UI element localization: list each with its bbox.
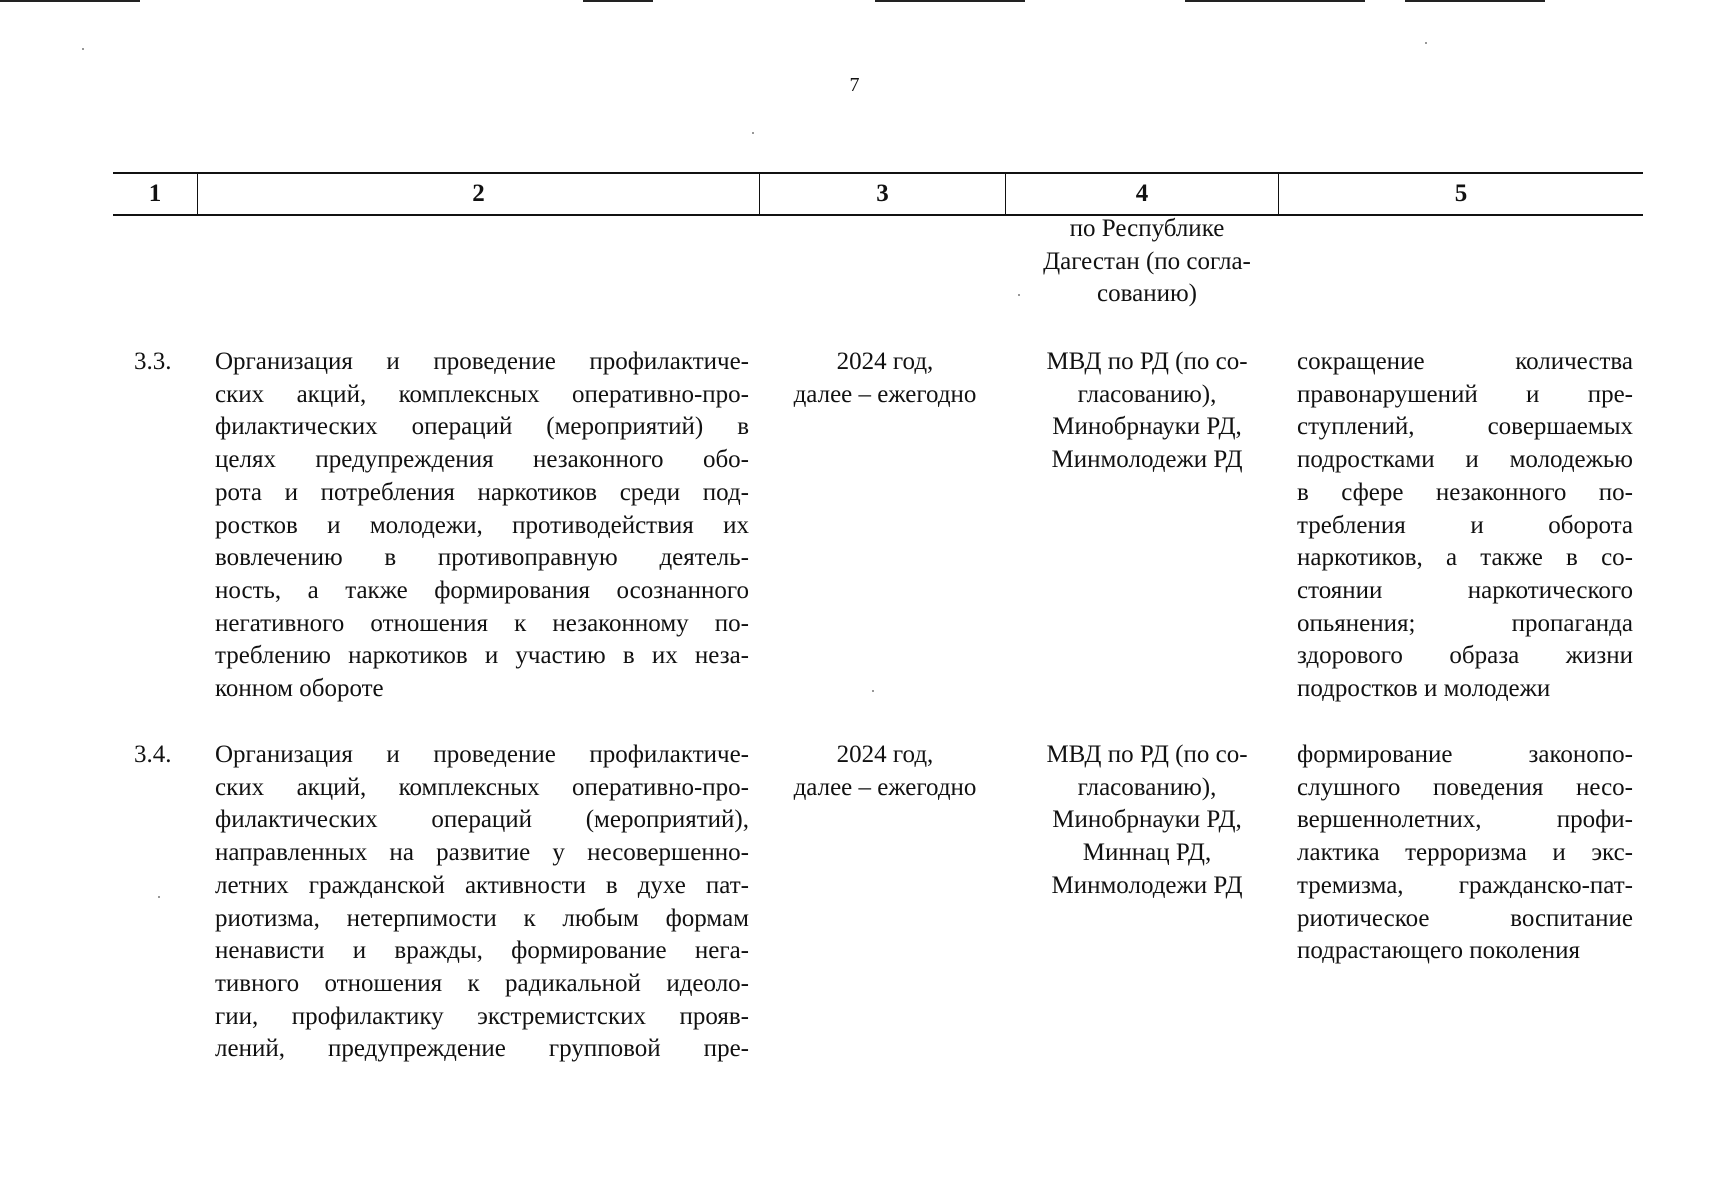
- scan-speck: [872, 690, 874, 692]
- text-line: Дагестан (по согла-: [1043, 247, 1251, 275]
- text-line: здорового образа жизни: [1297, 642, 1633, 670]
- text-line: МВД по РД (по со-: [1046, 741, 1248, 768]
- text-line: ступлений, совершаемых: [1297, 413, 1633, 441]
- text-line: ростков и молодежи, противодействия их: [215, 511, 749, 539]
- text-line: Организация и проведение профилактиче-: [215, 348, 749, 375]
- text-line: подростками и молодежью: [1297, 446, 1633, 474]
- scan-speck: [158, 896, 160, 898]
- column-header-3: 3: [760, 174, 1006, 214]
- text-line: риотическое воспитание: [1297, 904, 1633, 932]
- text-line: в сфере незаконного по-: [1297, 478, 1633, 506]
- text-line: опьянения; пропаганда: [1297, 609, 1633, 637]
- text-line: наркотиков, а также в со-: [1297, 544, 1633, 572]
- text-line: ность, а также формирования осознанного: [215, 576, 749, 604]
- text-line: вершеннолетних, профи-: [1297, 806, 1633, 834]
- text-line: формирование законопо-: [1297, 741, 1633, 768]
- row-responsible: [1010, 346, 1284, 477]
- column-header-2: 2: [198, 174, 760, 214]
- text-line: филактических операций (мероприятий) в: [215, 413, 749, 441]
- text-line: Минобрнауки РД,: [1052, 413, 1242, 441]
- text-line: негативного отношения к незаконному по-: [215, 609, 749, 637]
- text-line: лактика терроризма и экс-: [1297, 839, 1633, 867]
- text-line: тремизма, гражданско-пат-: [1297, 871, 1633, 899]
- scan-artifact: [0, 0, 140, 2]
- row-term: [775, 346, 995, 411]
- text-line: ненависти и вражды, формирование нега-: [215, 937, 749, 965]
- text-line: слушного поведения несо-: [1297, 773, 1633, 801]
- column-header-1: 1: [113, 174, 198, 214]
- scan-artifact: [583, 0, 653, 2]
- row-result: [1297, 739, 1633, 968]
- text-line: стоянии наркотического: [1297, 576, 1633, 604]
- page-number: 7: [849, 74, 860, 96]
- text-line: гласованию),: [1077, 773, 1217, 801]
- text-line: ских акций, комплексных оперативно-про-: [215, 773, 749, 801]
- text-line: Миннац РД,: [1082, 839, 1212, 867]
- text-line: по Республике: [1069, 215, 1225, 242]
- scan-speck: [82, 48, 84, 50]
- text-line: вовлечению в противоправную деятель-: [215, 544, 749, 572]
- scan-artifact: [1185, 0, 1365, 2]
- text-line: филактических операций (мероприятий),: [215, 806, 749, 834]
- row-number: 3.3.: [134, 348, 172, 375]
- row-number: 3.4.: [134, 741, 172, 768]
- text-line: риотизма, нетерпимости к любым формам: [215, 904, 749, 932]
- text-line: лений, предупреждение групповой пре-: [215, 1035, 749, 1063]
- text-line: 2024 год,: [836, 741, 934, 768]
- text-line: сокращение количества: [1297, 348, 1633, 375]
- table-header-row: [113, 172, 1643, 216]
- continuation-cell-col4: [1010, 213, 1284, 311]
- text-line: далее – ежегодно: [793, 380, 977, 408]
- row-description: [215, 346, 749, 706]
- text-line: правонарушений и пре-: [1297, 380, 1633, 408]
- text-line: подростков и молодежи: [1297, 675, 1551, 703]
- text-line: МВД по РД (по со-: [1046, 348, 1248, 375]
- scan-speck: [1425, 42, 1427, 44]
- scan-speck: [752, 132, 754, 134]
- text-line: гласованию),: [1077, 380, 1217, 408]
- text-line: Организация и проведение профилактиче-: [215, 741, 749, 768]
- text-line: треблению наркотиков и участию в их неза-: [215, 642, 749, 670]
- scan-artifact: [1405, 0, 1545, 2]
- text-line: требления и оборота: [1297, 511, 1633, 539]
- row-term: [775, 739, 995, 804]
- text-line: летних гражданской активности в духе пат-: [215, 871, 749, 899]
- row-description: [215, 739, 749, 1066]
- text-line: тивного отношения к радикальной идеоло-: [215, 969, 749, 997]
- text-line: далее – ежегодно: [793, 773, 977, 801]
- row-responsible: [1010, 739, 1284, 903]
- text-line: Минмолодежи РД: [1051, 871, 1243, 899]
- text-line: конном обороте: [215, 675, 384, 703]
- text-line: целях предупреждения незаконного обо-: [215, 446, 749, 474]
- row-result: [1297, 346, 1633, 706]
- text-line: подрастающего поколения: [1297, 937, 1581, 965]
- scan-artifact: [875, 0, 1025, 2]
- text-line: Минмолодежи РД: [1051, 446, 1243, 474]
- text-line: Минобрнауки РД,: [1052, 806, 1242, 834]
- text-line: ских акций, комплексных оперативно-про-: [215, 380, 749, 408]
- text-line: сованию): [1097, 280, 1197, 308]
- text-line: рота и потребления наркотиков среди под-: [215, 478, 749, 506]
- column-header-4: 4: [1006, 174, 1279, 214]
- text-line: 2024 год,: [836, 348, 934, 375]
- text-line: направленных на развитие у несовершенно-: [215, 839, 749, 867]
- column-header-5: 5: [1454, 180, 1468, 207]
- text-line: гии, профилактику экстремистских прояв-: [215, 1002, 749, 1030]
